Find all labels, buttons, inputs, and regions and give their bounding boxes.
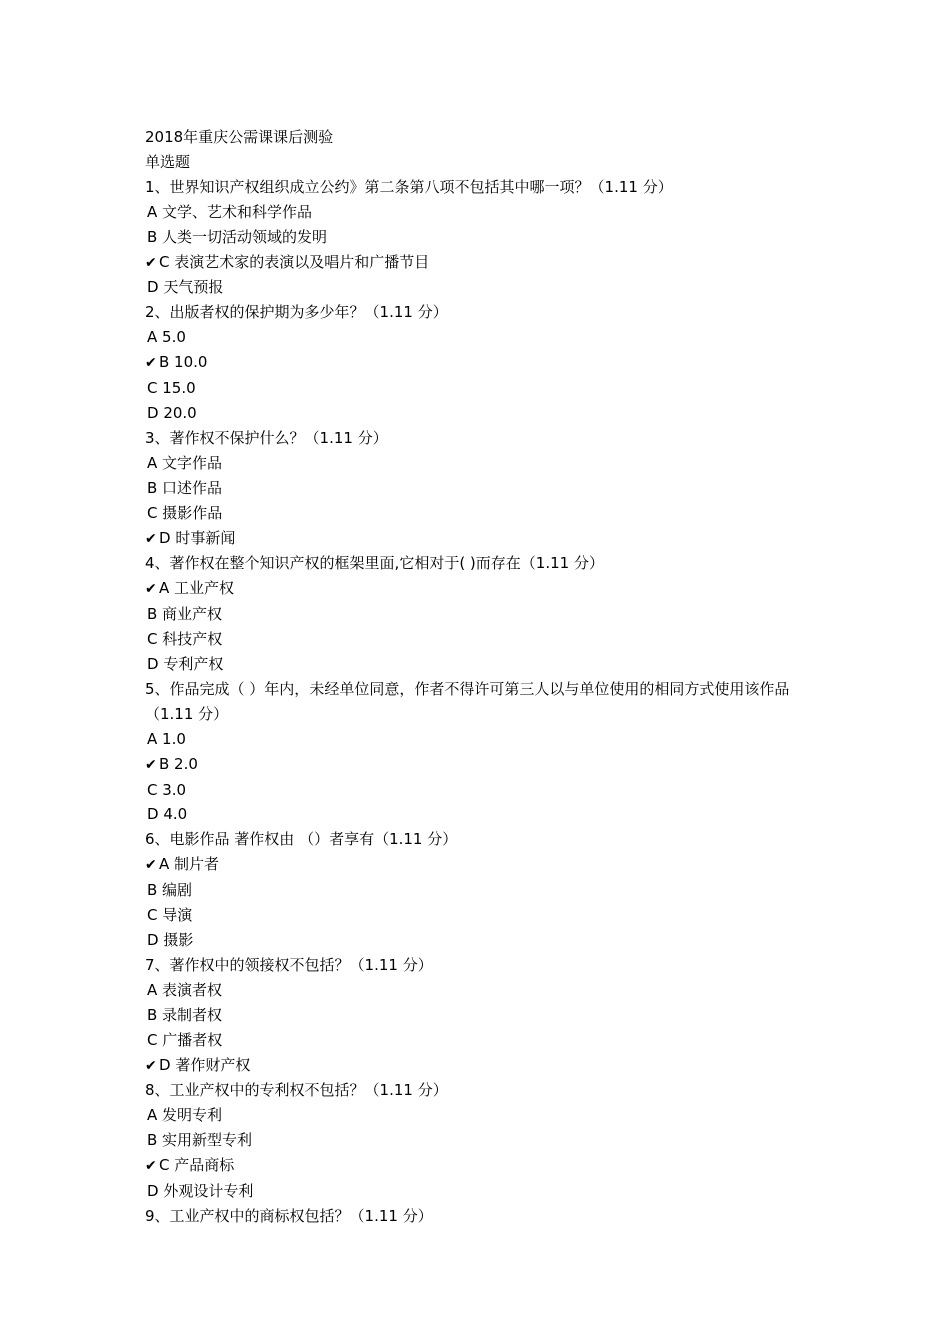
option-label: C 3.0 bbox=[147, 780, 187, 799]
answer-option bbox=[145, 225, 815, 250]
question-block bbox=[145, 827, 815, 953]
option-label: B 录制者权 bbox=[147, 1005, 223, 1024]
option-label: C 导演 bbox=[147, 906, 193, 925]
option-label: A 制片者 bbox=[159, 855, 220, 874]
option-label: A 工业产权 bbox=[159, 579, 235, 598]
answer-option bbox=[145, 200, 815, 225]
question-block bbox=[145, 175, 815, 301]
check-mark-icon: ✔ bbox=[145, 1057, 157, 1074]
answer-option bbox=[145, 852, 815, 878]
question-block bbox=[145, 677, 815, 827]
answer-option bbox=[145, 376, 815, 401]
answer-option bbox=[145, 576, 815, 602]
option-label: B 人类一切活动领域的发明 bbox=[147, 227, 328, 246]
question-text: 6、电影作品 著作权由 （）者享有（1.11 分） bbox=[145, 830, 458, 849]
check-mark-icon: ✔ bbox=[145, 756, 157, 773]
option-label: B 编剧 bbox=[147, 881, 193, 900]
question-text: 4、著作权在整个知识产权的框架里面,它相对于( )而存在（1.11 分） bbox=[145, 554, 604, 573]
answer-option bbox=[145, 1128, 815, 1153]
option-label: D 著作财产权 bbox=[159, 1055, 251, 1074]
question-list bbox=[145, 175, 815, 1229]
answer-option bbox=[145, 1003, 815, 1028]
answer-option bbox=[145, 1028, 815, 1053]
option-label: B 2.0 bbox=[159, 754, 198, 773]
answer-option bbox=[145, 526, 815, 552]
answer-option bbox=[145, 1179, 815, 1204]
question-block bbox=[145, 1204, 815, 1229]
option-label: C 广播者权 bbox=[147, 1030, 223, 1049]
answer-option bbox=[145, 501, 815, 526]
option-label: A 文学、艺术和科学作品 bbox=[147, 202, 313, 221]
answer-option bbox=[145, 401, 815, 426]
answer-option bbox=[145, 627, 815, 652]
answer-option bbox=[145, 928, 815, 953]
answer-option bbox=[145, 1103, 815, 1128]
question-text: 3、著作权不保护什么？（1.11 分） bbox=[145, 428, 388, 447]
answer-option bbox=[145, 476, 815, 501]
option-label: D 外观设计专利 bbox=[147, 1182, 254, 1201]
answer-option bbox=[145, 350, 815, 376]
option-label: A 5.0 bbox=[147, 328, 186, 347]
option-label: C 科技产权 bbox=[147, 630, 223, 649]
check-mark-icon: ✔ bbox=[145, 581, 157, 598]
answer-option bbox=[145, 727, 815, 752]
answer-option bbox=[145, 878, 815, 903]
option-label: B 商业产权 bbox=[147, 605, 223, 624]
answer-option bbox=[145, 451, 815, 476]
question-block bbox=[145, 551, 815, 677]
option-label: D 专利产权 bbox=[147, 655, 224, 674]
answer-option bbox=[145, 250, 815, 276]
option-label: A 1.0 bbox=[147, 729, 186, 748]
option-label: A 文字作品 bbox=[147, 453, 223, 472]
answer-option bbox=[145, 802, 815, 827]
option-label: D 4.0 bbox=[147, 805, 188, 824]
option-label: C 摄影作品 bbox=[147, 503, 223, 522]
document-title: 2018年重庆公需课课后测验 bbox=[145, 128, 334, 146]
question-text: 8、工业产权中的专利权不包括？（1.11 分） bbox=[145, 1081, 448, 1100]
option-label: D 时事新闻 bbox=[159, 528, 236, 547]
option-label: B 口述作品 bbox=[147, 478, 223, 497]
answer-option bbox=[145, 602, 815, 627]
question-text: 7、著作权中的领接权不包括？（1.11 分） bbox=[145, 955, 433, 974]
answer-option bbox=[145, 652, 815, 677]
section-heading: 单选题 bbox=[145, 152, 191, 171]
question-block bbox=[145, 1078, 815, 1204]
check-mark-icon: ✔ bbox=[145, 857, 157, 874]
question-text: 5、作品完成（ ）年内，未经单位同意，作者不得许可第三人以与单位使用的相同方式使用该作品（1.11 分） bbox=[145, 679, 790, 723]
check-mark-icon: ✔ bbox=[145, 1158, 157, 1175]
answer-option bbox=[145, 752, 815, 778]
answer-option bbox=[145, 1053, 815, 1079]
check-mark-icon: ✔ bbox=[145, 254, 157, 271]
answer-option bbox=[145, 325, 815, 350]
question-text: 1、世界知识产权组织成立公约》第二条第八项不包括其中哪一项？（1.11 分） bbox=[145, 177, 673, 196]
option-label: D 天气预报 bbox=[147, 278, 224, 297]
answer-option bbox=[145, 978, 815, 1003]
option-label: B 10.0 bbox=[159, 353, 208, 372]
question-text: 2、出版者权的保护期为多少年？（1.11 分） bbox=[145, 303, 448, 322]
option-label: D 摄影 bbox=[147, 931, 194, 949]
option-label: B 实用新型专利 bbox=[147, 1131, 253, 1150]
option-label: C 产品商标 bbox=[159, 1156, 235, 1175]
option-label: A 发明专利 bbox=[147, 1106, 223, 1125]
option-label: D 20.0 bbox=[147, 403, 197, 422]
option-label: C 15.0 bbox=[147, 379, 196, 398]
question-text: 9、工业产权中的商标权包括？（1.11 分） bbox=[145, 1206, 433, 1225]
question-block bbox=[145, 300, 815, 426]
check-mark-icon: ✔ bbox=[145, 530, 157, 547]
answer-option bbox=[145, 903, 815, 928]
answer-option bbox=[145, 1153, 815, 1179]
answer-option bbox=[145, 778, 815, 803]
check-mark-icon: ✔ bbox=[145, 355, 157, 372]
answer-option bbox=[145, 275, 815, 300]
option-label: C 表演艺术家的表演以及唱片和广播节目 bbox=[159, 252, 430, 271]
question-block bbox=[145, 426, 815, 552]
question-block bbox=[145, 953, 815, 1079]
option-label: A 表演者权 bbox=[147, 980, 223, 999]
document-body bbox=[145, 125, 815, 1229]
